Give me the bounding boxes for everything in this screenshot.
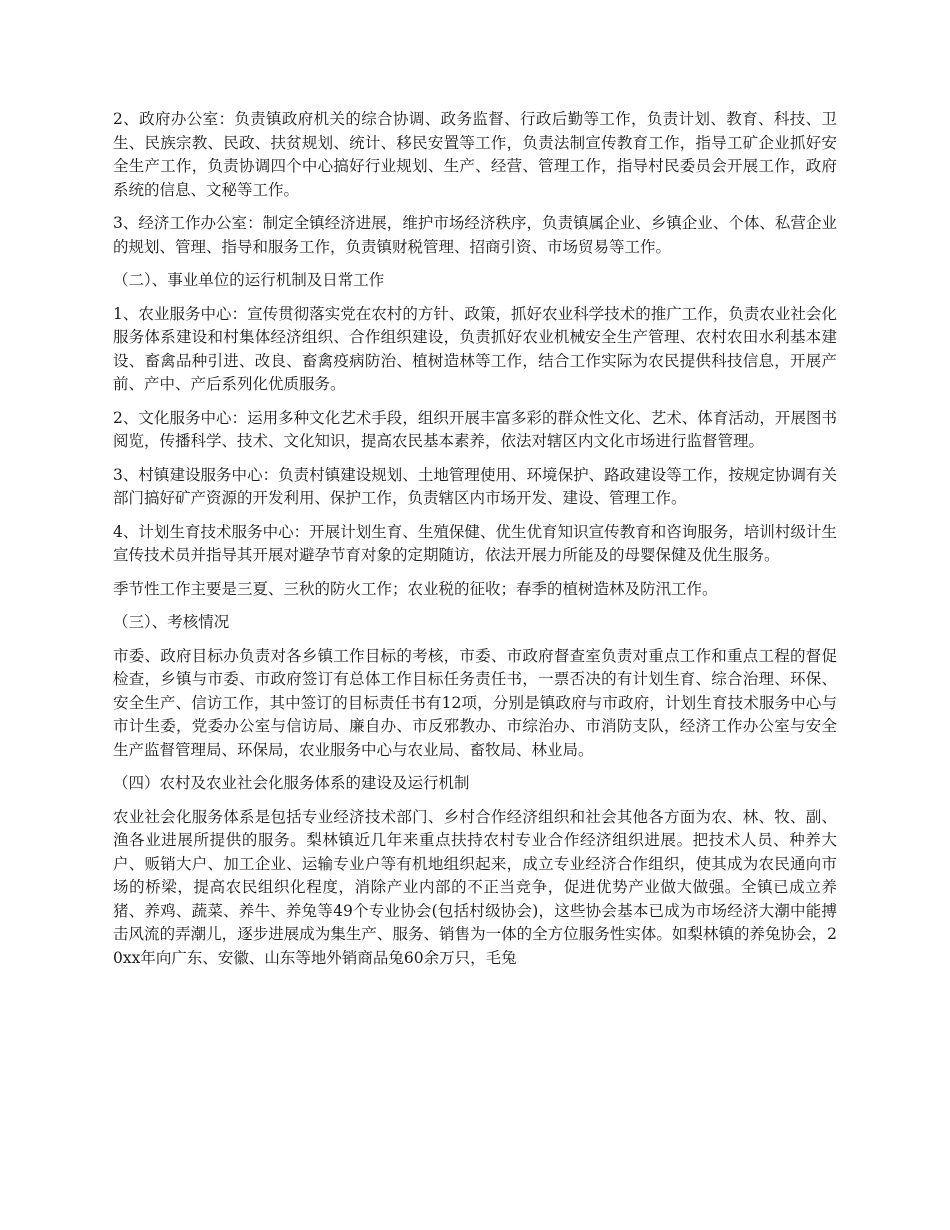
paragraph-agriculture-center: 1、农业服务中心：宣传贯彻落实党在农村的方针、政策，抓好农业科学技术的推广工作，负责农业社会化服务体系建设和村集体经济组织、合作组织建设，负责抓好农业机械安全生产管理、农村农田水利基本建设、畜禽品种引进、改良、畜禽疫病防治、植树造林等工作，结合工作实际为农民提供科技信息，开展产前、产中、产后系列化优质服务。	[113, 304, 837, 393]
document-body	[113, 108, 837, 980]
paragraph-government-office: 2、政府办公室：负责镇政府机关的综合协调、政务监督、行政后勤等工作，负责计划、教育、科技、卫生、民族宗教、民政、扶贫规划、统计、移民安置等工作，负责法制宣传教育工作，指导工矿企业抓好安全生产工作，负责协调四个中心搞好行业规划、生产、经营、管理工作，指导村民委员会开展工作，政府系统的信息、文秘等工作。	[113, 110, 837, 199]
paragraph-seasonal-work: 季节性工作主要是三夏、三秋的防火工作；农业税的征收；春季的植树造林及防汛工作。	[113, 579, 718, 598]
paragraph-assessment-details: 市委、政府目标办负责对各乡镇工作目标的考核，市委、市政府督查室负责对重点工作和重点工程的督促检查，乡镇与市委、市政府签订有总体工作目标任务责任书，一票否决的有计划生育、综合治理、环保、安全生产、信访工作，其中签订的目标责任书有12项，分别是镇政府与市政府，计划生育技术服务中心与市计生委，党委办公室与信访局、廉自办、市反邪教办、市综治办、市消防支队，经济工作办公室与安全生产监督管理局、环保局，农业服务中心与农业局、畜牧局、林业局。	[113, 646, 837, 759]
paragraph-culture-center: 2、文化服务中心：运用多种文化艺术手段，组织开展丰富多彩的群众性文化、艺术、体育活动，开展图书阅览，传播科学、技术、文化知识，提高农民基本素养，依法对辖区内文化市场进行监督管理。	[113, 408, 837, 450]
section-heading-assessment: （三）、考核情况	[113, 613, 230, 631]
paragraph-village-construction-center: 3、村镇建设服务中心：负责村镇建设规划、土地管理使用、环境保护、路政建设等工作，按规定协调有关部门搞好矿产资源的开发利用、保护工作，负责辖区内市场开发、建设、管理工作。	[113, 465, 837, 507]
section-heading-service-system: （四）农村及农业社会化服务体系的建设及运行机制	[113, 774, 470, 792]
paragraph-family-planning-center: 4、计划生育技术服务中心：开展计划生育、生殖保健、优生优育知识宣传教育和咨询服务，培训村级计生宣传技术员并指导其开展对避孕节育对象的定期随访，依法开展力所能及的母婴保健及优生服务。	[113, 522, 837, 564]
section-heading-public-institutions: （二）、事业单位的运行机制及日常工作	[113, 271, 385, 289]
paragraph-economic-office: 3、经济工作办公室：制定全镇经济进展，维护市场经济秩序，负责镇属企业、乡镇企业、个体、私营企业的规划、管理、指导和服务工作，负责镇财税管理、招商引资、市场贸易等工作。	[113, 214, 837, 256]
paragraph-service-system-details: 农业社会化服务体系是包括专业经济技术部门、乡村合作经济组织和社会其他各方面为农、林、牧、副、渔各业进展所提供的服务。梨林镇近几年来重点扶持农村专业合作经济组织进展。把技术人员、种养大户、贩销大户、加工企业、运输专业户等有机地组织起来，成立专业经济合作组织，使其成为农民通向市场的桥梁，提高农民组织化程度，消除产业内部的不正当竞争，促进优势产业做大做强。全镇已成立养猪、养鸡、蔬菜、养牛、养兔等49个专业协会(包括村级协会)，这些协会基本已成为市场经济大潮中能搏击风流的弄潮儿，逐步进展成为集生产、服务、销售为一体的全方位服务性实体。如梨林镇的养兔协会，20xx年向广东、安徽、山东等地外销商品兔60余万只，毛兔	[113, 807, 837, 967]
